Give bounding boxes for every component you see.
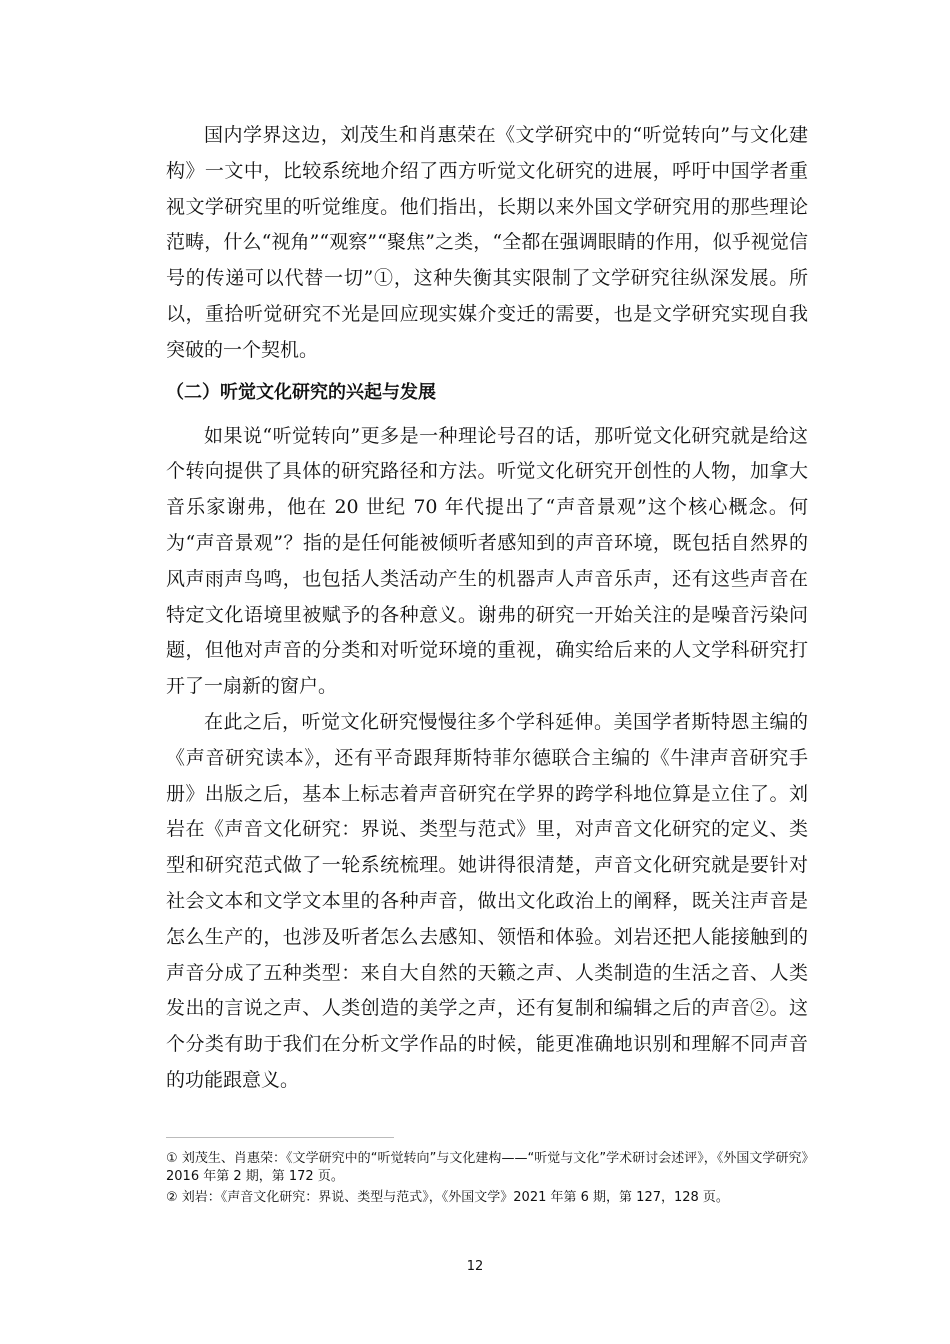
paragraph-2: 如果说“听觉转向”更多是一种理论号召的话，那听觉文化研究就是给这个转向提供了具体的研究路径和方法。听觉文化研究开创性的人物，加拿大音乐家谢弗，他在 20 世纪 70 年代提出了“声音景观”这个核心概念。何为“声音景观”？指的是任何能被倾听者感知到的声音环境，既包括自然界的风声雨声鸟鸣，也包括人类活动产生的机器声人声音乐声，还有这些声音在特定文化语境里被赋予的各种意义。谢弗的研究一开始关注的是噪音污染问题，但他对声音的分类和对听觉环境的重视，确实给后来的人文学科研究打开了一扇新的窗户。: [166, 424, 808, 698]
paragraph-3: 在此之后，听觉文化研究慢慢往多个学科延伸。美国学者斯特恩主编的《声音研究读本》，还有平奇跟拜斯特菲尔德联合主编的《牛津声音研究手册》出版之后，基本上标志着声音研究在学界的跨学科地位算是立住了。刘岩在《声音文化研究：界说、类型与范式》里，对声音文化研究的定义、类型和研究范式做了一轮系统梳理。她讲得很清楚，声音文化研究就是要针对社会文本和文学文本里的各种声音，做出文化政治上的阐释，既关注声音是怎么生产的，也涉及听者怎么去感知、领悟和体验。刘岩还把人能接触到的声音分成了五种类型：来自大自然的天籁之声、人类制造的生活之音、人类发出的言说之声、人类创造的美学之声，还有复制和编辑之后的声音②。这个分类有助于我们在分析文学作品的时候，能更准确地识别和理解不同声音的功能跟意义。: [166, 710, 808, 1091]
footnote-divider: [166, 1137, 394, 1138]
page-number: 12: [466, 1259, 484, 1274]
footnote-1: ① 刘茂生、肖惠荣：《文学研究中的“听觉转向”与文化建构——“听觉与文化”学术研讨会述评》，《外国文学研究》2016 年第 2 期，第 172 页。: [166, 1151, 808, 1184]
footnote-2: ② 刘岩：《声音文化研究：界说、类型与范式》，《外国文学》2021 年第 6 期，第 127，128 页。: [166, 1190, 729, 1205]
footnotes: [166, 1150, 808, 1210]
section-heading: （二）听觉文化研究的兴起与发展: [166, 381, 436, 403]
body-text: [166, 118, 808, 1099]
paragraph-1: 国内学界这边，刘茂生和肖惠荣在《文学研究中的“听觉转向”与文化建构》一文中，比较系统地介绍了西方听觉文化研究的进展，呼吁中国学者重视文学研究里的听觉维度。他们指出，长期以来外国文学研究用的那些理论范畴，什么“视角”“观察”“聚焦”之类，“全都在强调眼睛的作用，似乎视觉信号的传递可以代替一切”①，这种失衡其实限制了文学研究往纵深发展。所以，重拾听觉研究不光是回应现实媒介变迁的需要，也是文学研究实现自我突破的一个契机。: [166, 124, 808, 361]
